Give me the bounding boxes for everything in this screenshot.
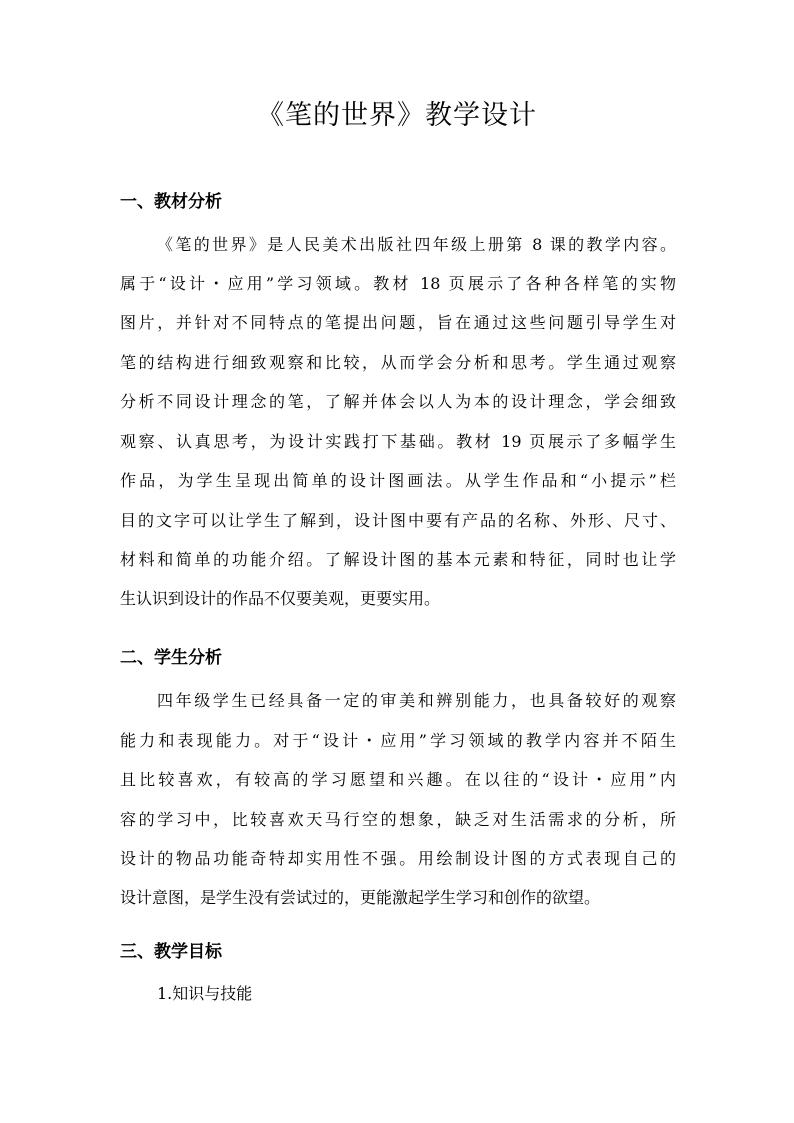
paragraph-line: 容的学习中，比较喜欢天马行空的想象，缺乏对生活需求的分析，所 — [120, 810, 676, 829]
paragraph-line: 材料和简单的功能介绍。了解设计图的基本元素和特征，同时也让学 — [120, 550, 676, 569]
subheading-knowledge-skills: 1.知识与技能 — [157, 984, 253, 1003]
paragraph-line: 作品，为学生呈现出简单的设计图画法。从学生作品和“小提示”栏 — [120, 471, 676, 490]
paragraph-line: 观察、认真思考，为设计实践打下基础。教材 19 页展示了多幅学生 — [120, 432, 676, 451]
paragraph-line: 四年级学生已经具备一定的审美和辨别能力，也具备较好的观察 — [157, 691, 676, 710]
section-heading-student-analysis: 二、学生分析 — [120, 648, 222, 668]
paragraph-line: 目的文字可以让学生了解到，设计图中要有产品的名称、外形、尺寸、 — [120, 511, 676, 530]
document-title: 《笔的世界》教学设计 — [257, 100, 537, 131]
section-heading-teaching-goals: 三、教学目标 — [120, 942, 222, 962]
paragraph-line: 笔的结构进行细致观察和比较，从而学会分析和思考。学生通过观察 — [120, 353, 676, 372]
paragraph-line: 能力和表现能力。对于“设计・应用”学习领域的教学内容并不陌生 — [120, 731, 676, 750]
paragraph-line: 设计的物品功能奇特却实用性不强。用绘制设计图的方式表现自己的 — [120, 849, 676, 868]
paragraph-line: 《笔的世界》是人民美术出版社四年级上册第 8 课的教学内容。 — [157, 235, 676, 254]
section-heading-textbook-analysis: 一、教材分析 — [120, 192, 222, 212]
paragraph-line: 分析不同设计理念的笔，了解并体会以人为本的设计理念，学会细致 — [120, 392, 676, 411]
paragraph-line: 且比较喜欢，有较高的学习愿望和兴趣。在以往的“设计・应用”内 — [120, 770, 676, 789]
paragraph-line: 属于“设计・应用”学习领域。教材 18 页展示了各种各样笔的实物 — [120, 274, 676, 293]
paragraph-line: 设计意图，是学生没有尝试过的，更能激起学生学习和创作的欲望。 — [120, 888, 601, 907]
paragraph-line: 生认识到设计的作品不仅要美观，更要实用。 — [120, 589, 441, 608]
paragraph-line: 图片，并针对不同特点的笔提出问题，旨在通过这些问题引导学生对 — [120, 313, 676, 332]
